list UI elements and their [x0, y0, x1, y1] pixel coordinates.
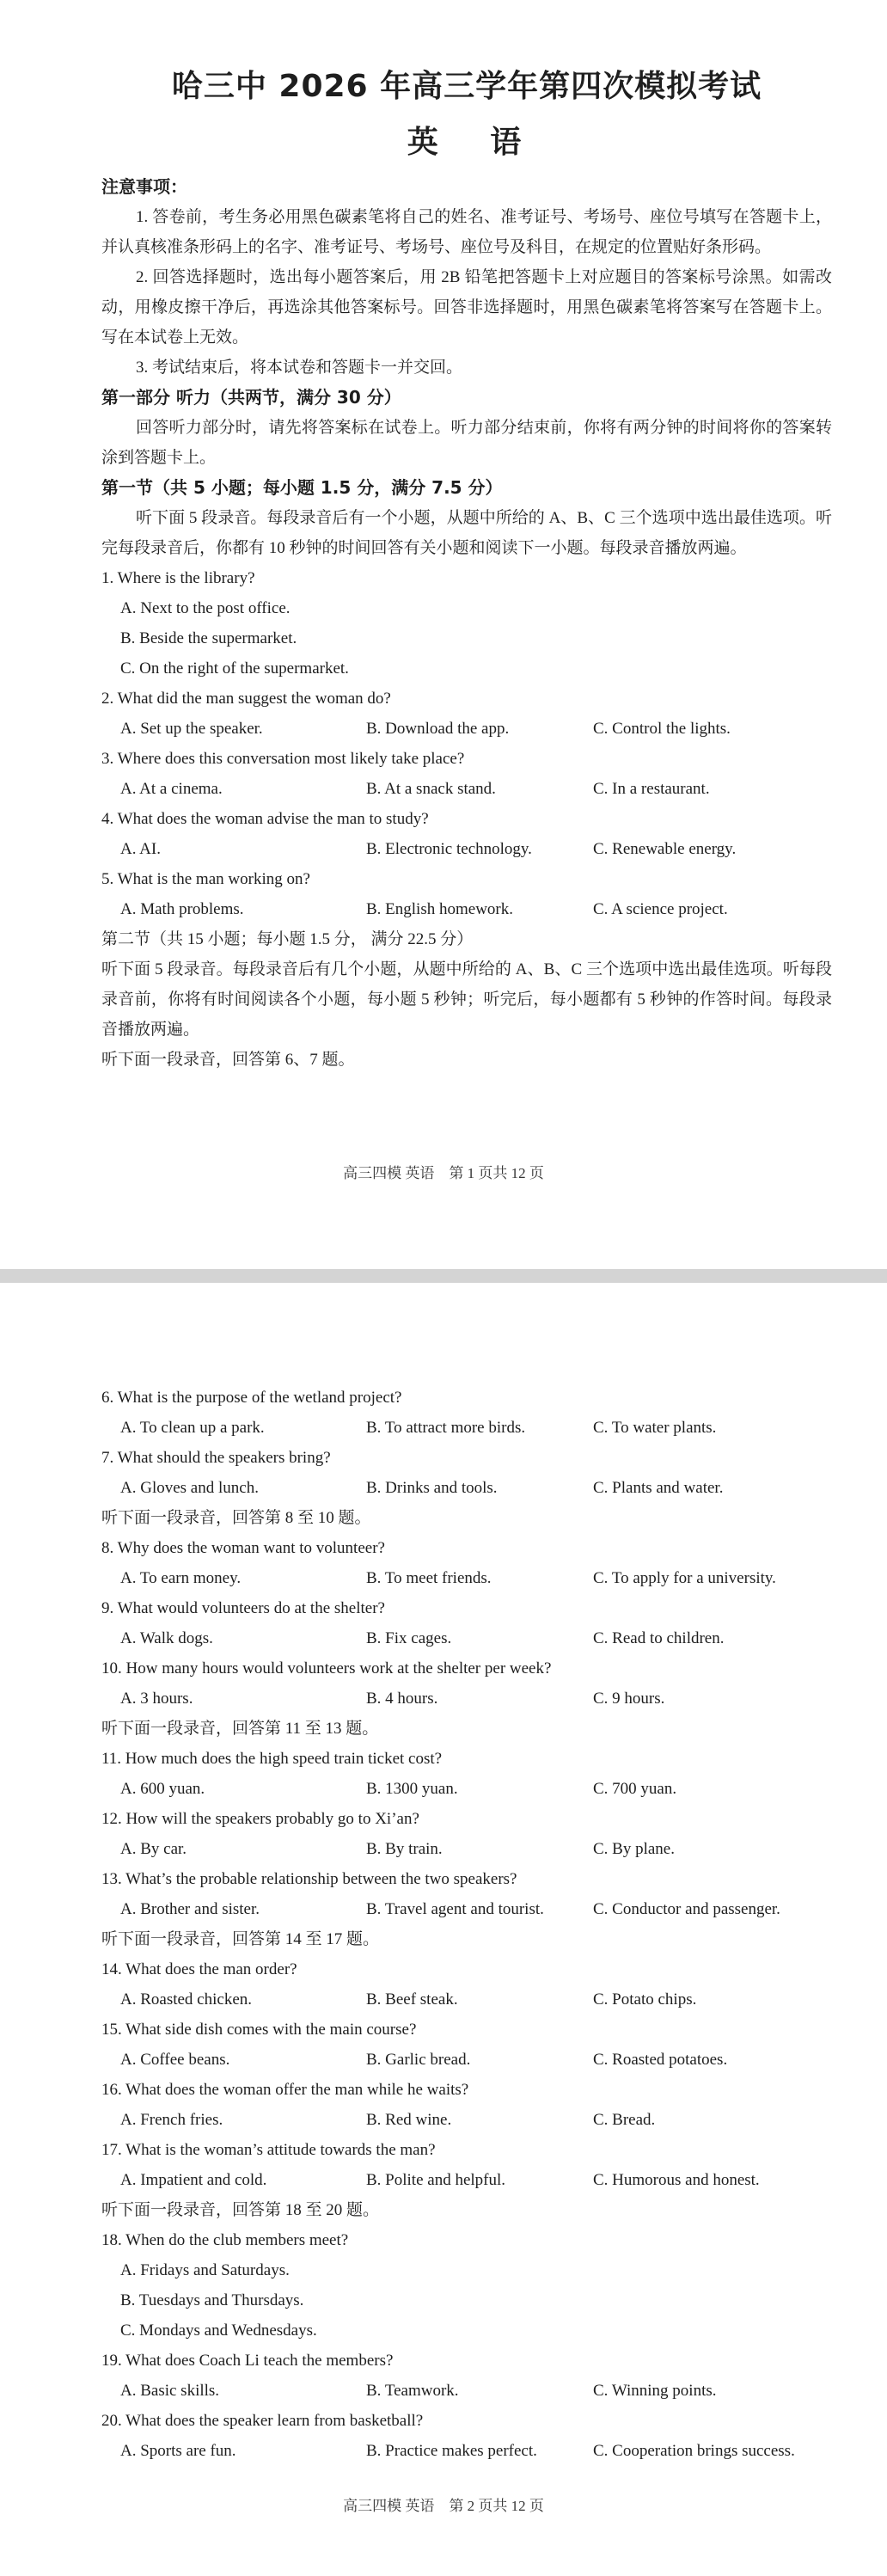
question-3-option-c: C. In a restaurant.	[593, 780, 710, 798]
question-9-option-c: C. Read to children.	[593, 1629, 725, 1647]
question-5-option-b: B. English homework.	[366, 900, 513, 918]
question-4-stem: 4. What does the woman advise the man to study?	[101, 810, 429, 828]
question-19-option-b: B. Teamwork.	[366, 2382, 459, 2400]
question-4-option-c: C. Renewable energy.	[593, 840, 737, 858]
question-19-option-a: A. Basic skills.	[120, 2382, 220, 2400]
question-19-options	[101, 2376, 832, 2406]
question-16-option-a: A. French fries.	[120, 2111, 223, 2129]
question-10-options	[101, 1684, 832, 1714]
listen-instruction-14-17: 听下面一段录音，回答第 14 至 17 题。	[101, 1930, 380, 1948]
question-17-stem: 17. What is the woman’s attitude towards the man?	[101, 2141, 436, 2159]
question-20-stem: 20. What does the speaker learn from basketball?	[101, 2412, 424, 2430]
notice-1: 1. 答卷前，考生务必用黑色碳素笔将自己的姓名、准考证号、考场号、座位号填写在答题卡上，并认真核准条形码上的名字、准考证号、考场号、座位号及科目，在规定的位置贴好条形码。	[101, 208, 832, 256]
question-20-option-c: C. Cooperation brings success.	[593, 2442, 795, 2460]
question-14-stem: 14. What does the man order?	[101, 1960, 297, 1978]
question-8-option-a: A. To earn money.	[120, 1569, 242, 1587]
question-5-stem: 5. What is the man working on?	[101, 870, 310, 888]
question-19-stem: 19. What does Coach Li teach the members?	[101, 2352, 394, 2370]
question-2-stem: 2. What did the man suggest the woman do?	[101, 690, 391, 708]
notice-heading: 注意事项：	[101, 176, 187, 197]
question-13-option-a: A. Brother and sister.	[120, 1900, 260, 1918]
question-9-option-a: A. Walk dogs.	[120, 1629, 213, 1647]
notice-2: 2. 回答选择题时，选出每小题答案后，用 2B 铅笔把答题卡上对应题目的答案标号涂黑。如需改动，用橡皮擦干净后，再选涂其他答案标号。回答非选择题时，用黑色碳素笔将答案写在答题卡上。写在本试卷上无效。	[101, 268, 832, 347]
question-1-option-a: A. Next to the post office.	[120, 599, 291, 617]
question-8-options	[101, 1563, 832, 1593]
question-3-option-b: B. At a snack stand.	[366, 780, 496, 798]
question-6-stem: 6. What is the purpose of the wetland project?	[101, 1389, 402, 1407]
listen-instruction-6-7: 听下面一段录音，回答第 6、7 题。	[101, 1051, 355, 1069]
question-12-option-a: A. By car.	[120, 1840, 187, 1858]
section1-heading: 第一节（共 5 小题；每小题 1.5 分，满分 7.5 分）	[101, 477, 503, 498]
question-15-stem: 15. What side dish comes with the main course?	[101, 2021, 417, 2039]
question-18-option-a: A. Fridays and Saturdays.	[120, 2261, 290, 2279]
question-5-options	[101, 894, 832, 924]
question-1-stem: 1. Where is the library?	[101, 569, 255, 587]
question-10-option-c: C. 9 hours.	[593, 1690, 665, 1708]
question-16-option-c: C. Bread.	[593, 2111, 656, 2129]
question-7-stem: 7. What should the speakers bring?	[101, 1449, 331, 1467]
exam-title: 哈三中 2026 年高三学年第四次模拟考试	[171, 69, 762, 104]
question-17-option-b: B. Polite and helpful.	[366, 2171, 506, 2189]
question-13-options	[101, 1894, 832, 1924]
part1-intro: 回答听力部分时，请先将答案标在试卷上。听力部分结束前，你将有两分钟的时间将你的答案转涂到答题卡上。	[101, 419, 832, 467]
question-20-options	[101, 2436, 832, 2466]
question-20-option-a: A. Sports are fun.	[120, 2442, 236, 2460]
question-12-option-c: C. By plane.	[593, 1840, 675, 1858]
question-2-option-c: C. Control the lights.	[593, 720, 731, 738]
question-12-options	[101, 1834, 832, 1864]
question-20-option-b: B. Practice makes perfect.	[366, 2442, 537, 2460]
question-16-options	[101, 2105, 832, 2135]
question-11-option-a: A. 600 yuan.	[120, 1780, 205, 1798]
listen-instruction-8-10: 听下面一段录音，回答第 8 至 10 题。	[101, 1509, 371, 1527]
question-6-option-a: A. To clean up a park.	[120, 1419, 265, 1437]
question-8-stem: 8. Why does the woman want to volunteer?	[101, 1539, 385, 1557]
question-10-option-a: A. 3 hours.	[120, 1690, 193, 1708]
question-2-option-a: A. Set up the speaker.	[120, 720, 263, 738]
question-2-option-b: B. Download the app.	[366, 720, 510, 738]
section2-heading: 第二节（共 15 小题；每小题 1.5 分， 满分 22.5 分）	[101, 930, 474, 948]
question-11-option-b: B. 1300 yuan.	[366, 1780, 458, 1798]
question-5-option-a: A. Math problems.	[120, 900, 244, 918]
question-15-options	[101, 2045, 832, 2075]
question-5-option-c: C. A science project.	[593, 900, 728, 918]
question-11-option-c: C. 700 yuan.	[593, 1780, 677, 1798]
listen-instruction-11-13: 听下面一段录音，回答第 11 至 13 题。	[101, 1720, 379, 1738]
question-17-option-c: C. Humorous and honest.	[593, 2171, 760, 2189]
question-11-options	[101, 1774, 832, 1804]
question-9-option-b: B. Fix cages.	[366, 1629, 452, 1647]
question-1-option-c: C. On the right of the supermarket.	[120, 659, 349, 678]
question-3-option-a: A. At a cinema.	[120, 780, 223, 798]
question-8-option-b: B. To meet friends.	[366, 1569, 492, 1587]
page-2-footer: 高三四模 英语 第 2 页共 12 页	[343, 2498, 544, 2514]
exam-page-2	[0, 1283, 887, 2576]
question-19-option-c: C. Winning points.	[593, 2382, 717, 2400]
question-7-option-c: C. Plants and water.	[593, 1479, 724, 1497]
section2-intro: 听下面 5 段录音。每段录音后有几个小题，从题中所给的 A、B、C 三个选项中选出最佳选项。听每段录音前，你将有时间阅读各个小题，每小题 5 秒钟；听完后，每小题都有 5 秒钟的作答时间。每段录音播放两遍。	[101, 960, 832, 1039]
question-3-stem: 3. Where does this conversation most likely take place?	[101, 750, 465, 768]
question-17-options	[101, 2165, 832, 2195]
question-7-option-a: A. Gloves and lunch.	[120, 1479, 259, 1497]
question-14-option-c: C. Potato chips.	[593, 1990, 697, 2009]
question-15-option-a: A. Coffee beans.	[120, 2051, 230, 2069]
question-13-stem: 13. What’s the probable relationship between the two speakers?	[101, 1870, 517, 1888]
question-4-option-b: B. Electronic technology.	[366, 840, 532, 858]
page-2-content	[101, 1383, 832, 2466]
question-4-option-a: A. AI.	[120, 840, 161, 858]
question-13-option-c: C. Conductor and passenger.	[593, 1900, 780, 1918]
question-14-option-a: A. Roasted chicken.	[120, 1990, 253, 2009]
listen-instruction-18-20: 听下面一段录音，回答第 18 至 20 题。	[101, 2201, 380, 2219]
question-6-options	[101, 1413, 832, 1443]
question-10-option-b: B. 4 hours.	[366, 1690, 438, 1708]
question-12-stem: 12. How will the speakers probably go to Xi’an?	[101, 1810, 419, 1828]
question-8-option-c: C. To apply for a university.	[593, 1569, 776, 1587]
question-18-option-c: C. Mondays and Wednesdays.	[120, 2321, 317, 2340]
question-6-option-b: B. To attract more birds.	[366, 1419, 526, 1437]
section1-intro: 听下面 5 段录音。每段录音后有一个小题，从题中所给的 A、B、C 三个选项中选出最佳选项。听完每段录音后，你都有 10 秒钟的时间回答有关小题和阅读下一小题。每段录音播放两遍。	[101, 509, 832, 557]
question-10-stem: 10. How many hours would volunteers work at the shelter per week?	[101, 1659, 552, 1677]
question-11-stem: 11. How much does the high speed train ticket cost?	[101, 1750, 443, 1768]
question-18-stem: 18. When do the club members meet?	[101, 2231, 349, 2249]
question-16-stem: 16. What does the woman offer the man while he waits?	[101, 2081, 469, 2099]
question-4-options	[101, 834, 832, 864]
question-17-option-a: A. Impatient and cold.	[120, 2171, 267, 2189]
question-18-option-b: B. Tuesdays and Thursdays.	[120, 2291, 304, 2309]
question-12-option-b: B. By train.	[366, 1840, 443, 1858]
question-2-options	[101, 714, 832, 744]
question-16-option-b: B. Red wine.	[366, 2111, 452, 2129]
question-14-option-b: B. Beef steak.	[366, 1990, 458, 2009]
question-7-option-b: B. Drinks and tools.	[366, 1479, 498, 1497]
subject-title: 英 语	[407, 125, 542, 160]
question-13-option-b: B. Travel agent and tourist.	[366, 1900, 544, 1918]
page-1-content	[101, 62, 832, 1075]
page-1-footer: 高三四模 英语 第 1 页共 12 页	[343, 1165, 544, 1181]
part1-heading: 第一部分 听力（共两节，满分 30 分）	[101, 387, 401, 408]
question-14-options	[101, 1984, 832, 2015]
exam-page-1	[0, 0, 887, 1269]
question-15-option-b: B. Garlic bread.	[366, 2051, 471, 2069]
question-6-option-c: C. To water plants.	[593, 1419, 717, 1437]
notice-3: 3. 考试结束后，将本试卷和答题卡一并交回。	[136, 359, 463, 377]
question-1-option-b: B. Beside the supermarket.	[120, 629, 297, 647]
question-9-options	[101, 1623, 832, 1653]
question-15-option-c: C. Roasted potatoes.	[593, 2051, 728, 2069]
question-7-options	[101, 1473, 832, 1503]
question-3-options	[101, 774, 832, 804]
question-9-stem: 9. What would volunteers do at the shelter?	[101, 1599, 385, 1617]
